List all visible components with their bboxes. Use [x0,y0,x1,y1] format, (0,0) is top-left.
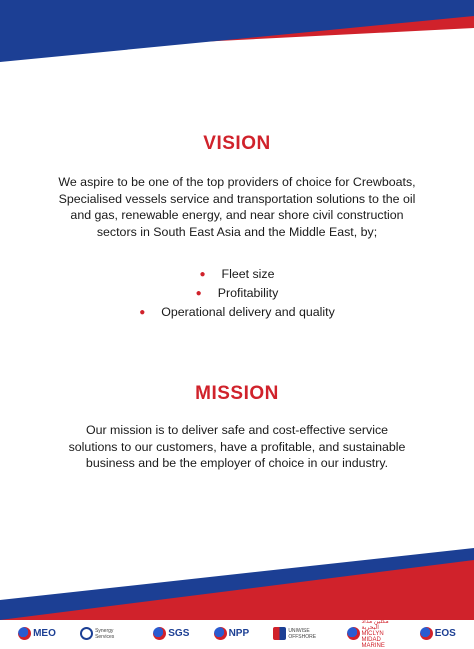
mission-heading: MISSION [195,383,279,404]
vision-bullet-item: ● Operational delivery and quality [139,305,335,319]
mission-section [0,383,474,405]
vision-bullet-item: ● Profitability [195,286,279,300]
uniwise-icon [273,627,286,640]
vision-heading: VISION [203,133,271,154]
bullet-icon: ● [195,288,202,299]
meo-logo: MEO [18,627,56,640]
bottom-decorative-band [0,540,474,620]
meo-icon [18,627,31,640]
vision-bullets [0,265,474,322]
eos-icon [420,627,433,640]
uniwise-logo: UNIWISE OFFSHORE [273,627,322,640]
vision-bullet-list [0,265,474,322]
synergy-logo: Synergy Services [80,627,129,640]
mission-body [0,422,474,472]
bottom-red-stripe [0,560,474,620]
sgs-icon [153,627,166,640]
sgs-logo: SGS [153,627,189,640]
eos-logo: EOS [420,627,456,640]
vision-body [0,174,474,240]
bullet-icon: ● [199,269,206,280]
vision-section [0,133,474,155]
mission-paragraph: Our mission is to deliver safe and cost-effective service solutions to our customers, have a profitable, and sustainable business and be the employer of choice in our industry. [68,423,406,471]
vision-bullet-item: ● Fleet size [199,267,275,281]
miclyn-midad-logo: مكلين مداد البحرية MICLYN MIDAD MARINE [347,619,396,649]
synergy-icon [80,627,93,640]
vision-paragraph: We aspire to be one of the top providers of choice for Crewboats, Specialised vessels service and transportation solutions to the oil and gas, renewable energy, and near shore civil construction sectors in South East Asia and the Middle East, by; [58,175,416,239]
npp-logo: NPP [214,627,250,640]
npp-icon [214,627,227,640]
top-decorative-band [0,0,474,70]
partner-logo-strip [0,620,474,647]
bullet-icon: ● [139,307,146,318]
miclyn-midad-icon [347,627,360,640]
